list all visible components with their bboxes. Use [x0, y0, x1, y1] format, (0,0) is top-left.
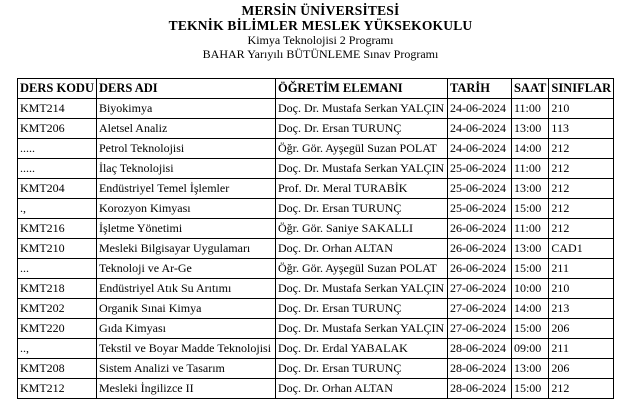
date-cell: 27-06-2024 [447, 319, 511, 339]
course-name-cell: Endüstriyel Atık Su Arıtımı [96, 279, 275, 299]
course-name-cell: Mesleki İngilizce II [96, 379, 275, 399]
time-cell: 11:00 [511, 219, 548, 239]
time-cell: 15:00 [511, 199, 548, 219]
table-row [18, 259, 614, 279]
course-code-cell: .., [18, 339, 97, 359]
exam-schedule-table [17, 78, 614, 399]
room-cell: 206 [549, 319, 614, 339]
course-name-cell: Teknoloji ve Ar-Ge [96, 259, 275, 279]
time-cell: 14:00 [511, 299, 548, 319]
course-code-cell: ..... [18, 139, 97, 159]
exam-schedule-title: BAHAR Yarıyılı BÜTÜNLEME Sınav Programı [202, 47, 439, 61]
course-name-cell: Biyokimya [96, 99, 275, 119]
column-header-instructor: ÖĞRETİM ELEMANI [275, 79, 447, 99]
date-cell: 26-06-2024 [447, 239, 511, 259]
room-cell: 211 [549, 259, 614, 279]
time-cell: 09:00 [511, 339, 548, 359]
course-code-cell: KMT214 [18, 99, 97, 119]
course-code-cell: KMT218 [18, 279, 97, 299]
course-code-cell: KMT208 [18, 359, 97, 379]
room-cell: 211 [549, 339, 614, 359]
time-cell: 13:00 [511, 239, 548, 259]
program-title: Kimya Teknolojisi 2 Programı [247, 33, 394, 47]
date-cell: 24-06-2024 [447, 119, 511, 139]
table-row [18, 219, 614, 239]
date-cell: 24-06-2024 [447, 139, 511, 159]
instructor-cell: Doç. Dr. Ersan TURUNÇ [275, 299, 447, 319]
room-cell: 113 [549, 119, 614, 139]
course-name-cell: Korozyon Kimyası [96, 199, 275, 219]
course-code-cell: KMT216 [18, 219, 97, 239]
table-row [18, 139, 614, 159]
date-cell: 28-06-2024 [447, 379, 511, 399]
date-cell: 28-06-2024 [447, 339, 511, 359]
date-cell: 25-06-2024 [447, 179, 511, 199]
column-header-date: TARİH [447, 79, 511, 99]
time-cell: 13:00 [511, 119, 548, 139]
date-cell: 28-06-2024 [447, 359, 511, 379]
time-cell: 11:00 [511, 99, 548, 119]
instructor-cell: Doç. Dr. Mustafa Serkan YALÇIN [275, 99, 447, 119]
column-header-course-name: DERS ADI [96, 79, 275, 99]
course-code-cell: ., [18, 199, 97, 219]
room-cell: CAD1 [549, 239, 614, 259]
date-cell: 27-06-2024 [447, 299, 511, 319]
room-cell: 212 [549, 139, 614, 159]
table-row [18, 299, 614, 319]
time-cell: 10:00 [511, 279, 548, 299]
instructor-cell: Doç. Dr. Orhan ALTAN [275, 379, 447, 399]
time-cell: 15:00 [511, 259, 548, 279]
table-row [18, 199, 614, 219]
course-name-cell: Gıda Kimyası [96, 319, 275, 339]
time-cell: 14:00 [511, 139, 548, 159]
course-name-cell: İlaç Teknolojisi [96, 159, 275, 179]
course-name-cell: Mesleki Bilgisayar Uygulamarı [96, 239, 275, 259]
course-code-cell: KMT212 [18, 379, 97, 399]
time-cell: 13:00 [511, 359, 548, 379]
course-name-cell: Aletsel Analiz [96, 119, 275, 139]
instructor-cell: Doç. Dr. Ersan TURUNÇ [275, 359, 447, 379]
date-cell: 27-06-2024 [447, 279, 511, 299]
course-code-cell: KMT204 [18, 179, 97, 199]
course-name-cell: Sistem Analizi ve Tasarım [96, 359, 275, 379]
instructor-cell: Doç. Dr. Mustafa Serkan YALÇIN [275, 159, 447, 179]
course-code-cell: KMT202 [18, 299, 97, 319]
table-row [18, 239, 614, 259]
course-name-cell: Petrol Teknolojisi [96, 139, 275, 159]
date-cell: 24-06-2024 [447, 99, 511, 119]
university-title: MERSİN ÜNİVERSİTESİ [241, 3, 400, 18]
instructor-cell: Doç. Dr. Ersan TURUNÇ [275, 199, 447, 219]
course-name-cell: Tekstil ve Boyar Madde Teknolojisi [96, 339, 275, 359]
room-cell: 212 [549, 159, 614, 179]
column-header-course-code: DERS KODU [18, 79, 97, 99]
table-row [18, 159, 614, 179]
time-cell: 15:00 [511, 379, 548, 399]
table-row [18, 359, 614, 379]
room-cell: 212 [549, 199, 614, 219]
room-cell: 212 [549, 219, 614, 239]
date-cell: 25-06-2024 [447, 159, 511, 179]
instructor-cell: Doç. Dr. Orhan ALTAN [275, 239, 447, 259]
column-header-rooms: SINIFLAR [549, 79, 614, 99]
time-cell: 13:00 [511, 179, 548, 199]
table-row [18, 319, 614, 339]
instructor-cell: Doç. Dr. Erdal YABALAK [275, 339, 447, 359]
room-cell: 210 [549, 279, 614, 299]
instructor-cell: Doç. Dr. Mustafa Serkan YALÇIN [275, 319, 447, 339]
course-name-cell: Endüstriyel Temel İşlemler [96, 179, 275, 199]
date-cell: 26-06-2024 [447, 219, 511, 239]
instructor-cell: Öğr. Gör. Saniye SAKALLI [275, 219, 447, 239]
document-header [0, 0, 641, 61]
date-cell: 26-06-2024 [447, 259, 511, 279]
table-body [18, 99, 614, 399]
room-cell: 212 [549, 179, 614, 199]
table-row [18, 339, 614, 359]
course-code-cell: ... [18, 259, 97, 279]
course-code-cell: ..... [18, 159, 97, 179]
instructor-cell: Prof. Dr. Meral TURABİK [275, 179, 447, 199]
column-header-time: SAAT [511, 79, 548, 99]
school-title: TEKNİK BİLİMLER MESLEK YÜKSEKOKULU [168, 18, 473, 33]
table-row [18, 119, 614, 139]
course-code-cell: KMT206 [18, 119, 97, 139]
table-row [18, 379, 614, 399]
room-cell: 213 [549, 299, 614, 319]
table-header-row [18, 79, 614, 99]
course-name-cell: İşletme Yönetimi [96, 219, 275, 239]
room-cell: 206 [549, 359, 614, 379]
instructor-cell: Doç. Dr. Mustafa Serkan YALÇIN [275, 279, 447, 299]
table-row [18, 279, 614, 299]
course-name-cell: Organik Sınai Kimya [96, 299, 275, 319]
time-cell: 15:00 [511, 319, 548, 339]
table-row [18, 179, 614, 199]
date-cell: 25-06-2024 [447, 199, 511, 219]
instructor-cell: Doç. Dr. Ersan TURUNÇ [275, 119, 447, 139]
instructor-cell: Öğr. Gör. Ayşegül Suzan POLAT [275, 259, 447, 279]
room-cell: 212 [549, 379, 614, 399]
instructor-cell: Öğr. Gör. Ayşegül Suzan POLAT [275, 139, 447, 159]
time-cell: 11:00 [511, 159, 548, 179]
course-code-cell: KMT210 [18, 239, 97, 259]
room-cell: 210 [549, 99, 614, 119]
table-row [18, 99, 614, 119]
course-code-cell: KMT220 [18, 319, 97, 339]
